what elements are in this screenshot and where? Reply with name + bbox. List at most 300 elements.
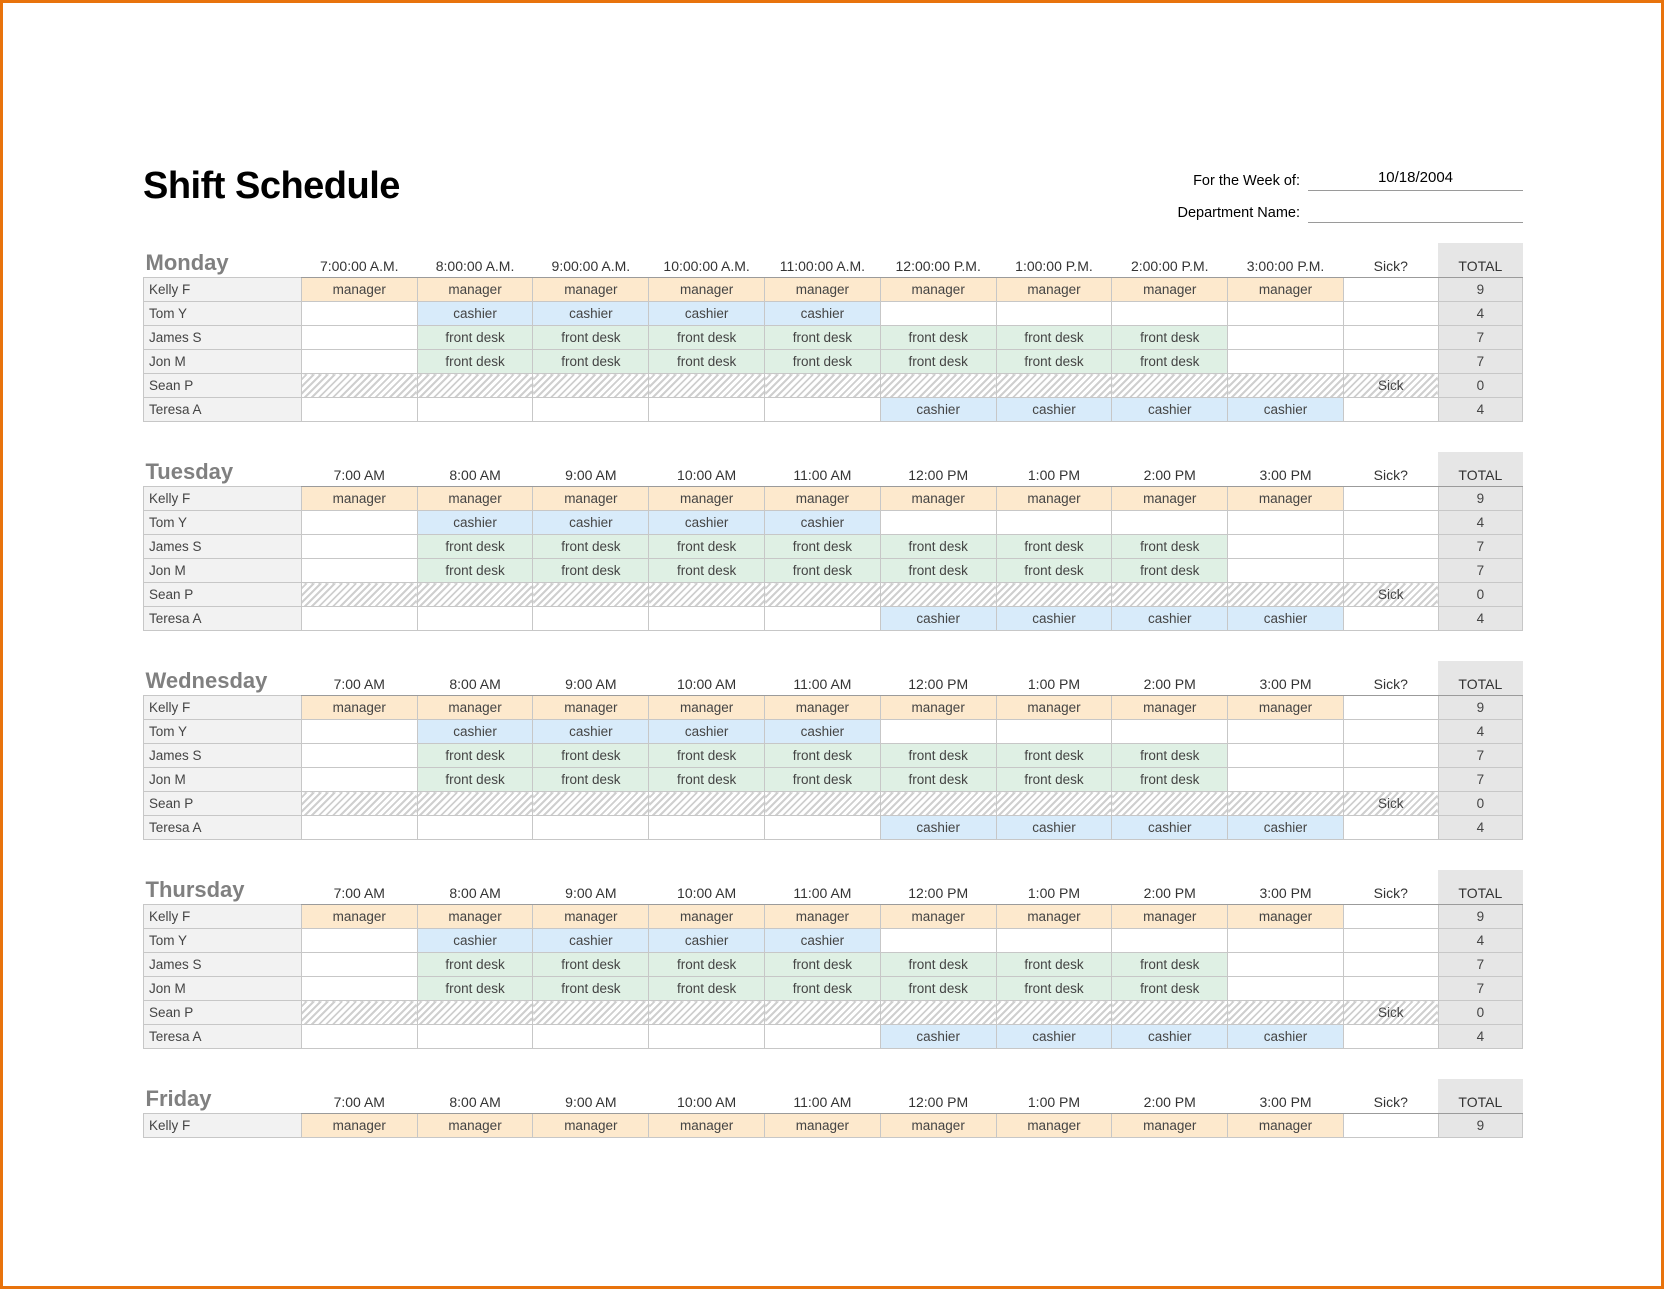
- sick-cell[interactable]: [1343, 816, 1438, 840]
- shift-cell[interactable]: cashier: [1228, 607, 1344, 631]
- shift-cell[interactable]: front desk: [765, 953, 881, 977]
- shift-cell[interactable]: manager: [533, 278, 649, 302]
- shift-cell[interactable]: manager: [880, 696, 996, 720]
- shift-cell[interactable]: manager: [996, 905, 1112, 929]
- shift-cell[interactable]: front desk: [996, 977, 1112, 1001]
- table-row: [144, 278, 1523, 302]
- shift-cell[interactable]: manager: [880, 1114, 996, 1138]
- shift-cell[interactable]: cashier: [996, 816, 1112, 840]
- shift-cell[interactable]: [996, 302, 1112, 326]
- shift-cell[interactable]: cashier: [649, 302, 765, 326]
- shift-cell[interactable]: manager: [1228, 1114, 1344, 1138]
- shift-cell[interactable]: [1228, 535, 1344, 559]
- schedule-table: [143, 243, 1523, 422]
- shift-cell[interactable]: [880, 1001, 996, 1025]
- shift-cell[interactable]: [1228, 744, 1344, 768]
- shift-cell[interactable]: manager: [533, 696, 649, 720]
- shift-cell[interactable]: front desk: [880, 350, 996, 374]
- shift-cell[interactable]: [417, 583, 533, 607]
- shift-cell[interactable]: front desk: [649, 768, 765, 792]
- shift-cell[interactable]: cashier: [533, 929, 649, 953]
- shift-cell[interactable]: manager: [301, 1114, 417, 1138]
- shift-cell[interactable]: manager: [649, 696, 765, 720]
- shift-cell[interactable]: front desk: [417, 768, 533, 792]
- shift-cell[interactable]: [880, 374, 996, 398]
- shift-cell[interactable]: front desk: [765, 350, 881, 374]
- shift-cell[interactable]: [880, 583, 996, 607]
- shift-cell[interactable]: front desk: [765, 326, 881, 350]
- shift-cell[interactable]: front desk: [417, 953, 533, 977]
- shift-cell[interactable]: [301, 768, 417, 792]
- shift-cell[interactable]: cashier: [880, 816, 996, 840]
- sick-cell[interactable]: [1343, 511, 1438, 535]
- shift-cell[interactable]: manager: [649, 1114, 765, 1138]
- shift-cell[interactable]: manager: [417, 487, 533, 511]
- shift-cell[interactable]: [533, 816, 649, 840]
- shift-cell[interactable]: [996, 792, 1112, 816]
- schedule-table: [143, 452, 1523, 631]
- shift-cell[interactable]: [417, 816, 533, 840]
- shift-cell[interactable]: manager: [765, 696, 881, 720]
- shift-cell[interactable]: front desk: [533, 350, 649, 374]
- shift-cell[interactable]: front desk: [649, 744, 765, 768]
- shift-cell[interactable]: [301, 977, 417, 1001]
- shift-cell[interactable]: [1112, 792, 1228, 816]
- shift-cell[interactable]: manager: [533, 487, 649, 511]
- shift-cell[interactable]: front desk: [996, 744, 1112, 768]
- shift-cell[interactable]: manager: [649, 487, 765, 511]
- shift-cell[interactable]: manager: [1228, 278, 1344, 302]
- shift-cell[interactable]: [1112, 583, 1228, 607]
- time-slot-header: 1:00:00 P.M.: [996, 243, 1112, 278]
- total-cell: 0: [1438, 374, 1522, 398]
- shift-cell[interactable]: [301, 559, 417, 583]
- shift-cell[interactable]: front desk: [417, 977, 533, 1001]
- shift-cell[interactable]: [417, 1025, 533, 1049]
- shift-cell[interactable]: cashier: [996, 607, 1112, 631]
- shift-cell[interactable]: manager: [301, 278, 417, 302]
- shift-cell[interactable]: [301, 929, 417, 953]
- sick-cell[interactable]: [1343, 278, 1438, 302]
- shift-cell[interactable]: [649, 1001, 765, 1025]
- shift-cell[interactable]: [1228, 1001, 1344, 1025]
- shift-cell[interactable]: cashier: [1228, 398, 1344, 422]
- time-slot-header: 2:00 PM: [1112, 870, 1228, 905]
- shift-cell[interactable]: [1228, 326, 1344, 350]
- shift-cell[interactable]: manager: [301, 487, 417, 511]
- shift-cell[interactable]: cashier: [880, 607, 996, 631]
- shift-cell[interactable]: manager: [880, 487, 996, 511]
- shift-cell[interactable]: front desk: [1112, 977, 1228, 1001]
- table-row: [144, 977, 1523, 1001]
- shift-cell[interactable]: front desk: [649, 953, 765, 977]
- shift-cell[interactable]: [1228, 302, 1344, 326]
- shift-cell[interactable]: front desk: [765, 768, 881, 792]
- shift-cell[interactable]: front desk: [880, 977, 996, 1001]
- shift-cell[interactable]: manager: [1112, 905, 1228, 929]
- shift-cell[interactable]: front desk: [996, 768, 1112, 792]
- shift-cell[interactable]: cashier: [417, 720, 533, 744]
- total-cell: 4: [1438, 929, 1522, 953]
- shift-cell[interactable]: front desk: [417, 744, 533, 768]
- shift-cell[interactable]: [765, 398, 881, 422]
- shift-cell[interactable]: cashier: [649, 720, 765, 744]
- total-header: TOTAL: [1438, 452, 1522, 487]
- shift-cell[interactable]: cashier: [765, 511, 881, 535]
- shift-cell[interactable]: [417, 1001, 533, 1025]
- shift-cell[interactable]: cashier: [880, 398, 996, 422]
- shift-cell[interactable]: [1228, 583, 1344, 607]
- sick-cell[interactable]: [1343, 696, 1438, 720]
- shift-cell[interactable]: [301, 374, 417, 398]
- shift-cell[interactable]: [649, 398, 765, 422]
- employee-name: Sean P: [144, 792, 302, 816]
- shift-cell[interactable]: [649, 583, 765, 607]
- shift-cell[interactable]: [765, 1001, 881, 1025]
- shift-cell[interactable]: front desk: [417, 559, 533, 583]
- time-slot-header: 7:00 AM: [301, 452, 417, 487]
- shift-cell[interactable]: [1228, 374, 1344, 398]
- sick-header: Sick?: [1343, 1079, 1438, 1114]
- shift-cell[interactable]: front desk: [1112, 326, 1228, 350]
- shift-cell[interactable]: manager: [417, 278, 533, 302]
- shift-cell[interactable]: [533, 1001, 649, 1025]
- employee-name: Jon M: [144, 768, 302, 792]
- shift-cell[interactable]: cashier: [533, 511, 649, 535]
- sick-cell[interactable]: [1343, 1114, 1438, 1138]
- shift-cell[interactable]: manager: [1112, 696, 1228, 720]
- shift-cell[interactable]: front desk: [880, 768, 996, 792]
- shift-cell[interactable]: manager: [533, 905, 649, 929]
- sick-cell[interactable]: [1343, 768, 1438, 792]
- day-block-thursday: [143, 870, 1523, 1049]
- shift-cell[interactable]: [880, 720, 996, 744]
- employee-name: Sean P: [144, 1001, 302, 1025]
- shift-cell[interactable]: [1112, 1001, 1228, 1025]
- sick-cell[interactable]: [1343, 350, 1438, 374]
- shift-cell[interactable]: [533, 1025, 649, 1049]
- shift-cell[interactable]: [301, 1025, 417, 1049]
- total-cell: 4: [1438, 398, 1522, 422]
- shift-cell[interactable]: front desk: [765, 559, 881, 583]
- shift-cell[interactable]: manager: [765, 905, 881, 929]
- employee-name: Teresa A: [144, 1025, 302, 1049]
- shift-cell[interactable]: front desk: [996, 326, 1112, 350]
- shift-cell[interactable]: cashier: [417, 511, 533, 535]
- shift-cell[interactable]: cashier: [1112, 1025, 1228, 1049]
- time-slot-header: 3:00 PM: [1228, 870, 1344, 905]
- shift-cell[interactable]: [1228, 511, 1344, 535]
- time-slot-header: 9:00 AM: [533, 1079, 649, 1114]
- shift-cell[interactable]: front desk: [533, 977, 649, 1001]
- shift-cell[interactable]: front desk: [880, 535, 996, 559]
- shift-cell[interactable]: manager: [417, 905, 533, 929]
- shift-cell[interactable]: cashier: [533, 302, 649, 326]
- shift-cell[interactable]: manager: [1228, 696, 1344, 720]
- total-cell: 4: [1438, 816, 1522, 840]
- shift-cell[interactable]: front desk: [417, 326, 533, 350]
- shift-cell[interactable]: manager: [301, 905, 417, 929]
- shift-cell[interactable]: front desk: [533, 768, 649, 792]
- time-slot-header: 8:00:00 A.M.: [417, 243, 533, 278]
- shift-cell[interactable]: cashier: [996, 398, 1112, 422]
- shift-cell[interactable]: cashier: [1228, 1025, 1344, 1049]
- shift-cell[interactable]: [301, 583, 417, 607]
- shift-cell[interactable]: [1228, 977, 1344, 1001]
- sick-cell[interactable]: [1343, 744, 1438, 768]
- shift-cell[interactable]: manager: [1228, 487, 1344, 511]
- employee-name: James S: [144, 953, 302, 977]
- shift-cell[interactable]: front desk: [533, 326, 649, 350]
- shift-cell[interactable]: cashier: [1112, 816, 1228, 840]
- shift-cell[interactable]: [996, 1001, 1112, 1025]
- sick-cell[interactable]: [1343, 929, 1438, 953]
- shift-cell[interactable]: [765, 792, 881, 816]
- shift-cell[interactable]: cashier: [765, 720, 881, 744]
- sick-cell[interactable]: Sick: [1343, 583, 1438, 607]
- shift-cell[interactable]: [301, 1001, 417, 1025]
- time-slot-header: 10:00 AM: [649, 870, 765, 905]
- shift-cell[interactable]: [996, 374, 1112, 398]
- shift-cell[interactable]: cashier: [996, 1025, 1112, 1049]
- shift-cell[interactable]: manager: [996, 696, 1112, 720]
- shift-cell[interactable]: [417, 374, 533, 398]
- employee-name: Tom Y: [144, 929, 302, 953]
- shift-cell[interactable]: [301, 398, 417, 422]
- shift-cell[interactable]: manager: [1112, 278, 1228, 302]
- day-block-tuesday: [143, 452, 1523, 631]
- shift-cell[interactable]: front desk: [1112, 350, 1228, 374]
- shift-cell[interactable]: cashier: [765, 302, 881, 326]
- sick-cell[interactable]: [1343, 487, 1438, 511]
- shift-cell[interactable]: manager: [880, 905, 996, 929]
- shift-cell[interactable]: [996, 511, 1112, 535]
- shift-cell[interactable]: [301, 792, 417, 816]
- total-header: TOTAL: [1438, 243, 1522, 278]
- shift-cell[interactable]: [1228, 559, 1344, 583]
- shift-cell[interactable]: cashier: [1228, 816, 1344, 840]
- shift-cell[interactable]: front desk: [996, 953, 1112, 977]
- shift-cell[interactable]: front desk: [880, 559, 996, 583]
- shift-cell[interactable]: [996, 929, 1112, 953]
- time-slot-header: 12:00 PM: [880, 870, 996, 905]
- shift-cell[interactable]: [880, 792, 996, 816]
- shift-cell[interactable]: [301, 953, 417, 977]
- shift-cell[interactable]: [880, 929, 996, 953]
- shift-cell[interactable]: front desk: [996, 559, 1112, 583]
- table-row: [144, 720, 1523, 744]
- shift-cell[interactable]: manager: [996, 1114, 1112, 1138]
- shift-cell[interactable]: cashier: [649, 929, 765, 953]
- sick-cell[interactable]: [1343, 720, 1438, 744]
- shift-cell[interactable]: [417, 792, 533, 816]
- time-slot-header: 10:00 AM: [649, 661, 765, 696]
- shift-cell[interactable]: [880, 511, 996, 535]
- shift-cell[interactable]: [649, 792, 765, 816]
- table-row: [144, 905, 1523, 929]
- total-header: TOTAL: [1438, 1079, 1522, 1114]
- shift-cell[interactable]: [301, 511, 417, 535]
- sick-header: Sick?: [1343, 452, 1438, 487]
- table-row: [144, 487, 1523, 511]
- shift-cell[interactable]: front desk: [765, 535, 881, 559]
- shift-cell[interactable]: front desk: [880, 326, 996, 350]
- shift-cell[interactable]: [1112, 511, 1228, 535]
- shift-cell[interactable]: [301, 350, 417, 374]
- day-name: Tuesday: [145, 459, 234, 484]
- shift-cell[interactable]: front desk: [880, 744, 996, 768]
- shift-cell[interactable]: [533, 607, 649, 631]
- shift-cell[interactable]: manager: [301, 696, 417, 720]
- sick-cell[interactable]: Sick: [1343, 374, 1438, 398]
- shift-cell[interactable]: [765, 374, 881, 398]
- shift-cell[interactable]: manager: [417, 696, 533, 720]
- shift-cell[interactable]: [533, 583, 649, 607]
- shift-cell[interactable]: manager: [533, 1114, 649, 1138]
- shift-cell[interactable]: [1112, 720, 1228, 744]
- sick-cell[interactable]: Sick: [1343, 1001, 1438, 1025]
- time-slot-header: 8:00 AM: [417, 870, 533, 905]
- shift-cell[interactable]: [1228, 953, 1344, 977]
- shift-cell[interactable]: front desk: [533, 953, 649, 977]
- shift-cell[interactable]: manager: [649, 905, 765, 929]
- table-header-row: [144, 870, 1523, 905]
- shift-cell[interactable]: front desk: [533, 744, 649, 768]
- sick-cell[interactable]: [1343, 1025, 1438, 1049]
- department-value[interactable]: [1308, 201, 1523, 223]
- shift-cell[interactable]: cashier: [1112, 607, 1228, 631]
- shift-cell[interactable]: [649, 816, 765, 840]
- shift-cell[interactable]: [1112, 929, 1228, 953]
- shift-cell[interactable]: [301, 744, 417, 768]
- shift-cell[interactable]: front desk: [533, 559, 649, 583]
- shift-cell[interactable]: front desk: [996, 535, 1112, 559]
- shift-cell[interactable]: [417, 398, 533, 422]
- shift-cell[interactable]: [301, 607, 417, 631]
- day-name: Monday: [145, 250, 229, 275]
- shift-cell[interactable]: cashier: [417, 929, 533, 953]
- shift-cell[interactable]: front desk: [880, 953, 996, 977]
- shift-cell[interactable]: front desk: [417, 350, 533, 374]
- shift-cell[interactable]: cashier: [417, 302, 533, 326]
- shift-cell[interactable]: [301, 326, 417, 350]
- shift-cell[interactable]: manager: [996, 487, 1112, 511]
- shift-cell[interactable]: [417, 607, 533, 631]
- table-row: [144, 768, 1523, 792]
- shift-cell[interactable]: cashier: [1112, 398, 1228, 422]
- shift-cell[interactable]: [533, 398, 649, 422]
- shift-cell[interactable]: [533, 792, 649, 816]
- time-slot-header: 8:00 AM: [417, 661, 533, 696]
- shift-cell[interactable]: [301, 816, 417, 840]
- sick-cell[interactable]: [1343, 559, 1438, 583]
- shift-cell[interactable]: manager: [417, 1114, 533, 1138]
- shift-cell[interactable]: front desk: [1112, 953, 1228, 977]
- shift-cell[interactable]: front desk: [533, 535, 649, 559]
- shift-cell[interactable]: [649, 607, 765, 631]
- shift-cell[interactable]: front desk: [1112, 744, 1228, 768]
- shift-cell[interactable]: manager: [996, 278, 1112, 302]
- shift-cell[interactable]: front desk: [1112, 768, 1228, 792]
- shift-cell[interactable]: [880, 302, 996, 326]
- sick-cell[interactable]: [1343, 607, 1438, 631]
- shift-cell[interactable]: [1228, 768, 1344, 792]
- sick-cell[interactable]: [1343, 953, 1438, 977]
- sick-cell[interactable]: [1343, 398, 1438, 422]
- shift-cell[interactable]: [1228, 792, 1344, 816]
- sick-cell[interactable]: Sick: [1343, 792, 1438, 816]
- shift-cell[interactable]: [765, 1025, 881, 1049]
- shift-cell[interactable]: [1228, 720, 1344, 744]
- shift-cell[interactable]: [765, 583, 881, 607]
- shift-cell[interactable]: manager: [765, 487, 881, 511]
- table-header-row: [144, 1079, 1523, 1114]
- shift-cell[interactable]: [649, 1025, 765, 1049]
- shift-cell[interactable]: [1228, 929, 1344, 953]
- shift-cell[interactable]: front desk: [1112, 535, 1228, 559]
- shift-cell[interactable]: [301, 535, 417, 559]
- shift-cell[interactable]: [533, 374, 649, 398]
- shift-cell[interactable]: cashier: [765, 929, 881, 953]
- shift-cell[interactable]: manager: [880, 278, 996, 302]
- shift-cell[interactable]: front desk: [996, 350, 1112, 374]
- week-of-value[interactable]: 10/18/2004: [1308, 169, 1523, 191]
- shift-cell[interactable]: manager: [649, 278, 765, 302]
- shift-cell[interactable]: manager: [1228, 905, 1344, 929]
- sick-cell[interactable]: [1343, 977, 1438, 1001]
- table-row: [144, 374, 1523, 398]
- shift-cell[interactable]: manager: [765, 1114, 881, 1138]
- shift-cell[interactable]: [1112, 302, 1228, 326]
- shift-cell[interactable]: [649, 374, 765, 398]
- shift-cell[interactable]: [301, 302, 417, 326]
- shift-cell[interactable]: front desk: [649, 326, 765, 350]
- shift-cell[interactable]: cashier: [649, 511, 765, 535]
- time-slot-header: 12:00:00 P.M.: [880, 243, 996, 278]
- shift-cell[interactable]: front desk: [649, 559, 765, 583]
- time-slot-header: 3:00:00 P.M.: [1228, 243, 1344, 278]
- shift-cell[interactable]: cashier: [533, 720, 649, 744]
- shift-cell[interactable]: front desk: [1112, 559, 1228, 583]
- table-row: [144, 511, 1523, 535]
- shift-cell[interactable]: [765, 816, 881, 840]
- shift-cell[interactable]: [765, 607, 881, 631]
- shift-cell[interactable]: [996, 720, 1112, 744]
- shift-cell[interactable]: front desk: [765, 977, 881, 1001]
- sick-cell[interactable]: [1343, 326, 1438, 350]
- shift-cell[interactable]: front desk: [765, 744, 881, 768]
- shift-cell[interactable]: front desk: [649, 535, 765, 559]
- shift-cell[interactable]: [996, 583, 1112, 607]
- shift-cell[interactable]: front desk: [417, 535, 533, 559]
- shift-cell[interactable]: manager: [765, 278, 881, 302]
- shift-cell[interactable]: manager: [1112, 1114, 1228, 1138]
- total-cell: 7: [1438, 953, 1522, 977]
- shift-cell[interactable]: front desk: [649, 977, 765, 1001]
- sick-cell[interactable]: [1343, 302, 1438, 326]
- shift-cell[interactable]: [1112, 374, 1228, 398]
- shift-cell[interactable]: manager: [1112, 487, 1228, 511]
- shift-cell[interactable]: [301, 720, 417, 744]
- shift-cell[interactable]: cashier: [880, 1025, 996, 1049]
- employee-name: Kelly F: [144, 278, 302, 302]
- total-cell: 4: [1438, 720, 1522, 744]
- sick-cell[interactable]: [1343, 535, 1438, 559]
- sick-cell[interactable]: [1343, 905, 1438, 929]
- shift-cell[interactable]: front desk: [649, 350, 765, 374]
- schedule-table: [143, 870, 1523, 1049]
- shift-cell[interactable]: [1228, 350, 1344, 374]
